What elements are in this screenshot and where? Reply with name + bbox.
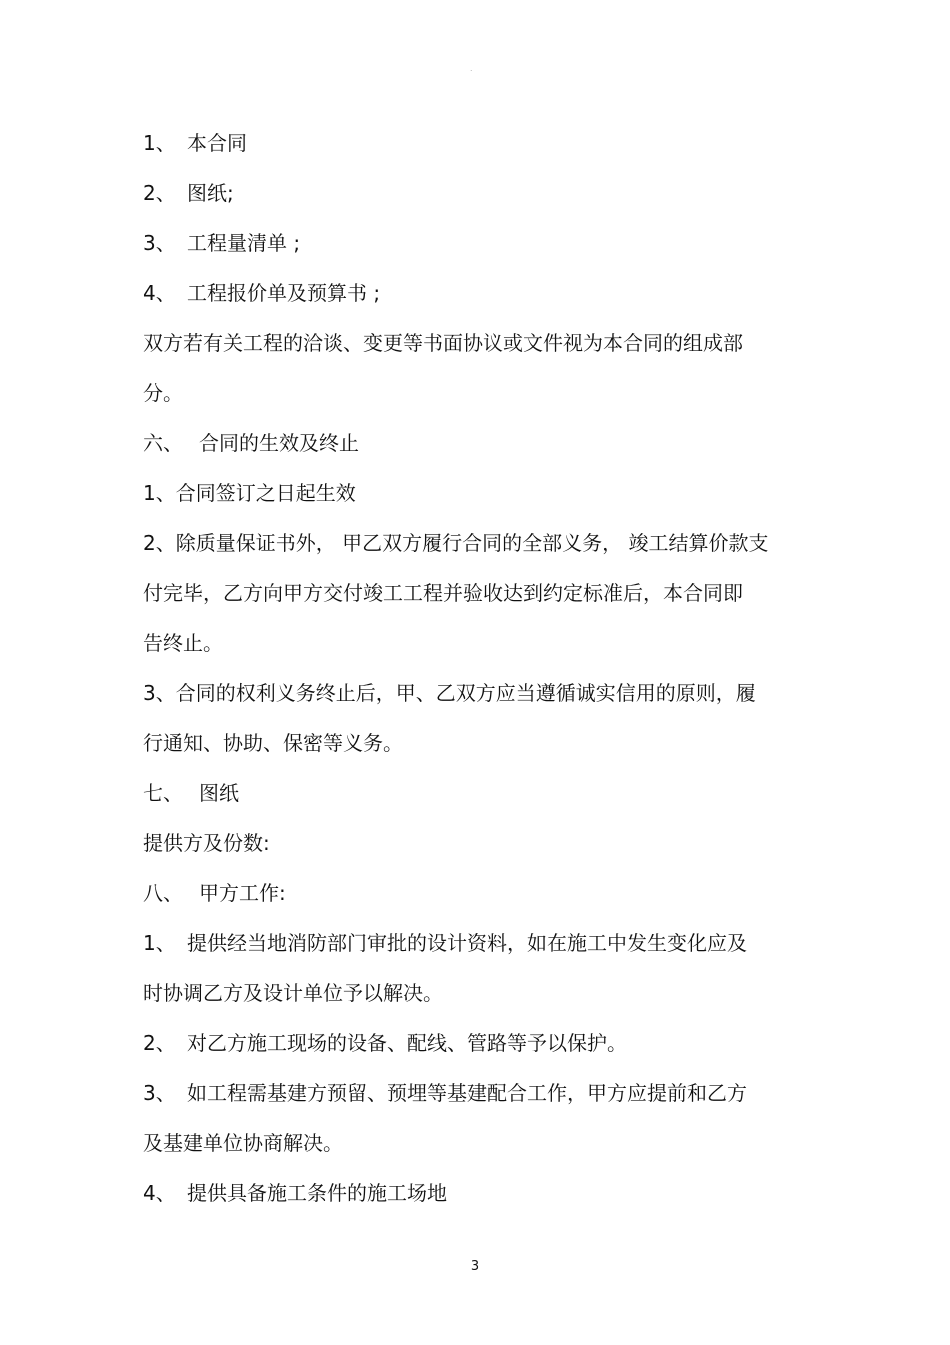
- contract-doc-item: 4、 工程报价单及预算书 ;: [143, 281, 381, 305]
- section-6-heading: 六、 合同的生效及终止: [143, 431, 359, 455]
- section-8-item-1-cont: 时协调乙方及设计单位予以解决。: [143, 981, 443, 1005]
- section-6-item-2-line: 付完毕，乙方向甲方交付竣工工程并验收达到约定标准后，本合同即: [143, 581, 743, 605]
- document-body: [143, 118, 823, 1218]
- section-8-item-4: 4、 提供具备施工条件的施工场地: [143, 1181, 447, 1205]
- section-6-item-3-line: 行通知、协助、保密等义务。: [143, 731, 403, 755]
- agreement-note-line: 分。: [143, 381, 183, 405]
- section-6-item-3-line: 3、合同的权利义务终止后，甲、乙双方应当遵循诚实信用的原则，履: [143, 681, 756, 705]
- section-7-item: 提供方及份数:: [143, 831, 270, 855]
- contract-doc-item: 2、 图纸;: [143, 181, 234, 205]
- section-8-item-3-cont: 及基建单位协商解决。: [143, 1131, 343, 1155]
- section-6-item-1: 1、合同签订之日起生效: [143, 481, 356, 505]
- section-8-item-2: 2、 对乙方施工现场的设备、配线、管路等予以保护。: [143, 1031, 627, 1055]
- section-6-item-2-line: 2、除质量保证书外， 甲乙双方履行合同的全部义务， 竣工结算价款支: [143, 531, 769, 555]
- page-number: 3: [470, 1259, 480, 1274]
- section-7-heading: 七、 图纸: [143, 781, 239, 805]
- header-mark: ˙: [469, 70, 474, 80]
- section-8-item-1: 1、 提供经当地消防部门审批的设计资料，如在施工中发生变化应及: [143, 931, 747, 955]
- section-6-item-2-line: 告终止。: [143, 631, 223, 655]
- section-8-item-3: 3、 如工程需基建方预留、预埋等基建配合工作，甲方应提前和乙方: [143, 1081, 747, 1105]
- agreement-note-line: 双方若有关工程的洽谈、变更等书面协议或文件视为本合同的组成部: [143, 331, 743, 355]
- contract-doc-item: 3、 工程量清单 ;: [143, 231, 301, 255]
- contract-doc-item: 1、 本合同: [143, 131, 247, 155]
- section-8-heading: 八、 甲方工作:: [143, 881, 286, 905]
